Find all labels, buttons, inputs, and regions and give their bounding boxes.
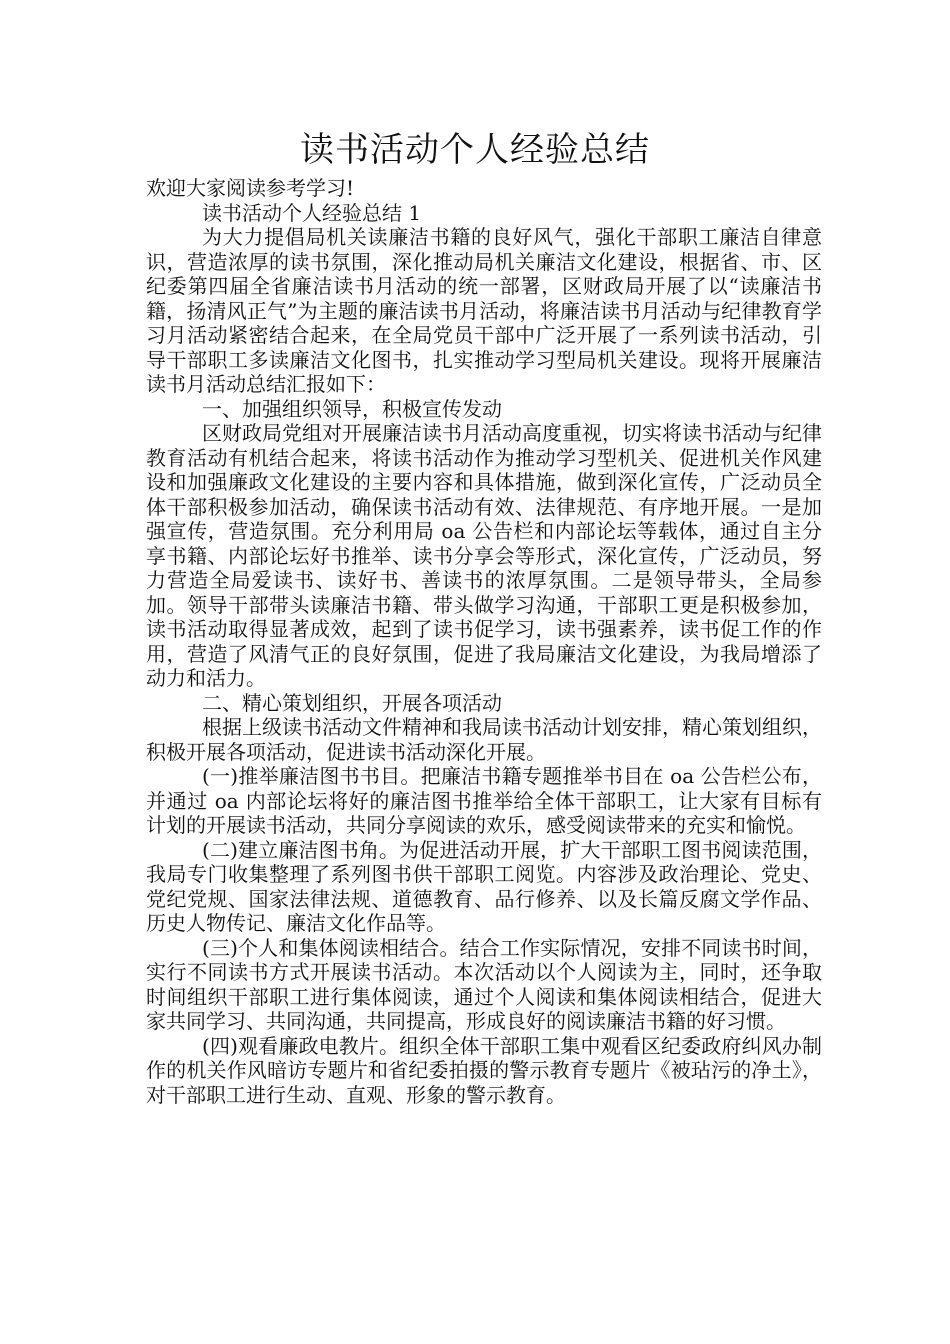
document-title: 读书活动个人经验总结 [300,130,650,170]
item-three: (三)个人和集体阅读相结合。结合工作实际情况，安排不同读书时间，实行不同读书方式开展读书活动。本次活动以个人阅读为主，同时，还争取时间组织干部职工进行集体阅读，通过个人阅读和集体阅读相结合，促进大家共同学习、共同沟通，共同提高，形成良好的阅读廉洁书籍的好习惯。 [146,935,822,1033]
item-four: (四)观看廉政电教片。组织全体干部职工集中观看区纪委政府纠风办制作的机关作风暗访专题片和省纪委拍摄的警示教育专题片《被玷污的净土》，对干部职工进行生动、直观、形象的警示教育。 [146,1033,822,1107]
section-subtitle: 读书活动个人经验总结 1 [202,200,422,225]
intro-paragraph: 为大力提倡局机关读廉洁书籍的良好风气，强化干部职工廉洁自律意识，营造浓厚的读书氛围，深化推动局机关廉洁文化建设，根据省、市、区纪委第四届全省廉洁读书月活动的统一部署，区财政局开展了以“读廉洁书籍，扬清风正气”为主题的廉洁读书月活动，将廉洁读书月活动与纪律教育学习月活动紧密结合起来，在全局党员干部中广泛开展了一系列读书活动，引导干部职工多读廉洁文化图书，扎实推动学习型局机关建设。现将开展廉洁读书月活动总结汇报如下： [146,225,822,396]
heading-two: 二、精心策划组织，开展各项活动 [202,690,502,715]
paragraph-one: 区财政局党组对开展廉洁读书月活动高度重视，切实将读书活动与纪律教育活动有机结合起来，将读书活动作为推动学习型机关、促进机关作风建设和加强廉政文化建设的主要内容和具体措施，做到深化宣传，广泛动员全体干部积极参加活动，确保读书活动有效、法律规范、有序地开展。一是加强宣传，营造氛围。充分利用局 oa 公告栏和内部论坛等载体，通过自主分享书籍、内部论坛好书推举、读书分享会等形式，深化宣传，广泛动员，努力营造全局爱读书、读好书、善读书的浓厚氛围。二是领导带头，全局参加。领导干部带头读廉洁书籍、带头做学习沟通，干部职工更是积极参加，读书活动取得显著成效，起到了读书促学习，读书强素养，读书促工作的作用，营造了风清气正的良好氛围，促进了我局廉洁文化建设，为我局增添了动力和活力。 [146,421,822,690]
item-one: (一)推举廉洁图书书目。把廉洁书籍专题推举书目在 oa 公告栏公布，并通过 oa 内部论坛将好的廉洁图书推举给全体干部职工，让大家有目标有计划的开展读书活动，共同分享阅读的欢乐，感受阅读带来的充实和愉悦。 [146,764,822,837]
greeting-line: 欢迎大家阅读参考学习! [146,176,355,200]
heading-one: 一、加强组织领导，积极宣传发动 [202,396,502,421]
document-body [146,176,822,1107]
paragraph-two: 根据上级读书活动文件精神和我局读书活动计划安排，精心策划组织，积极开展各项活动，促进读书活动深化开展。 [146,715,822,764]
item-two: (二)建立廉洁图书角。为促进活动开展，扩大干部职工图书阅读范围，我局专门收集整理了系列图书供干部职工阅览。内容涉及政治理论、党史、党纪党规、国家法律法规、道德教育、品行修养、以及长篇反腐文学作品、历史人物传记、廉洁文化作品等。 [146,837,822,935]
